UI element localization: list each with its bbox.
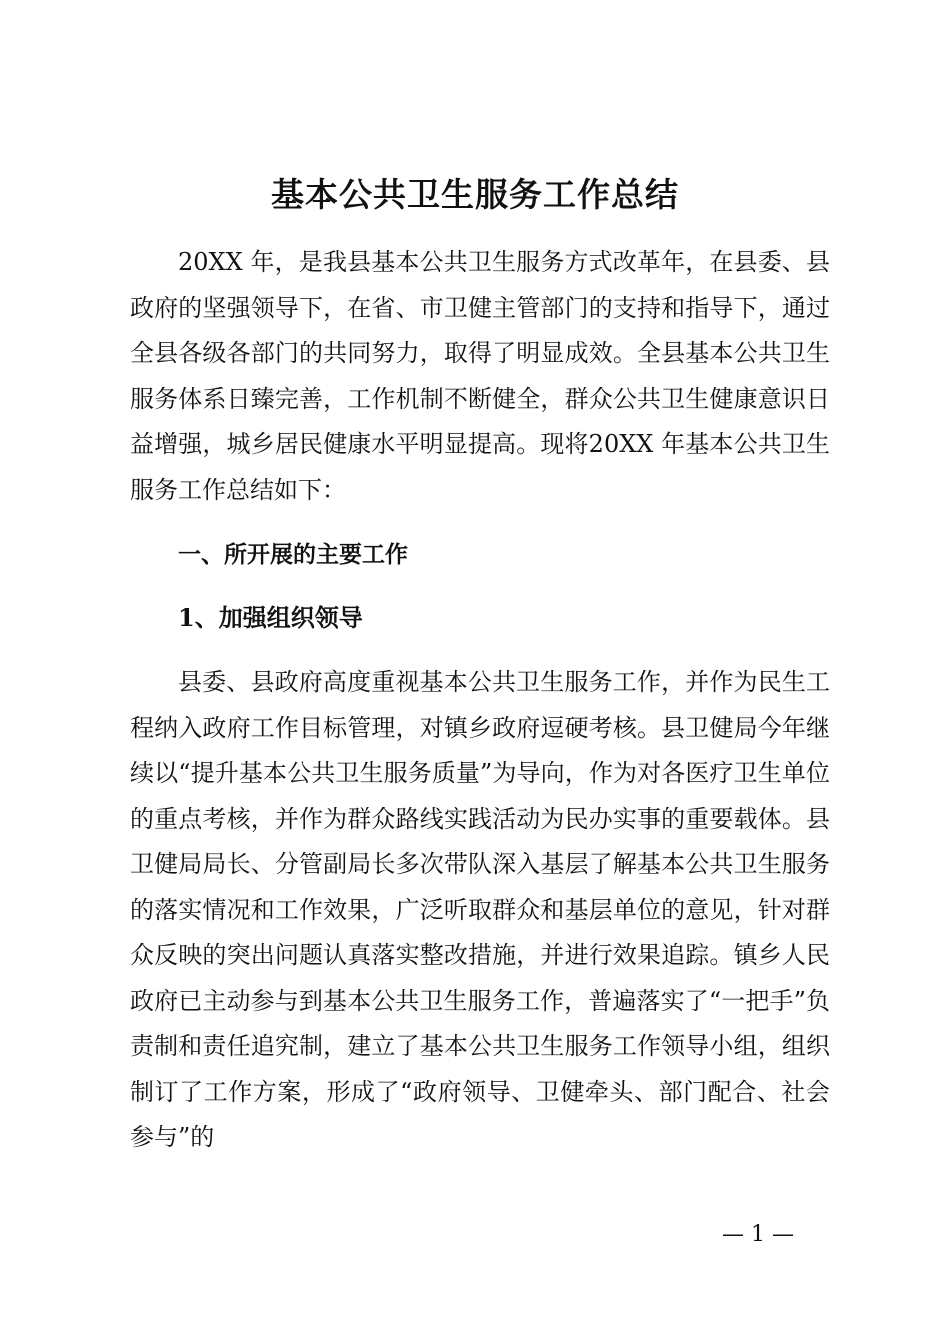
subsection-heading: 1、加强组织领导 [178, 603, 363, 632]
page-number: — 1 — [722, 1222, 794, 1247]
intro-paragraph: 20XX 年，是我县基本公共卫生服务方式改革年，在县委、县政府的坚强领导下，在省、市卫健主管部门的支持和指导下，通过全县各级各部门的共同努力，取得了明显成效。全县基本公共卫生服务体系日臻完善，工作机制不断健全，群众公共卫生健康意识日益增强，城乡居民健康水平明显提高。现将20XX 年基本公共卫生服务工作总结如下： [130, 248, 830, 504]
document-title: 基本公共卫生服务工作总结 [271, 175, 679, 214]
section-heading: 一、所开展的主要工作 [178, 542, 408, 568]
body-paragraph: 县委、县政府高度重视基本公共卫生服务工作，并作为民生工程纳入政府工作目标管理，对镇乡政府逗硬考核。县卫健局今年继续以“提升基本公共卫生服务质量”为导向，作为对各医疗卫生单位的重点考核，并作为群众路线实践活动为民办实事的重要载体。县卫健局局长、分管副局长多次带队深入基层了解基本公共卫生服务的落实情况和工作效果，广泛听取群众和基层单位的意见，针对群众反映的突出问题认真落实整改措施，并进行效果追踪。镇乡人民政府已主动参与到基本公共卫生服务工作，普遍落实了“一把手”负责制和责任追究制，建立了基本公共卫生服务工作领导小组，组织制订了工作方案，形成了“政府领导、卫健牵头、部门配合、社会参与”的 [130, 668, 830, 1151]
